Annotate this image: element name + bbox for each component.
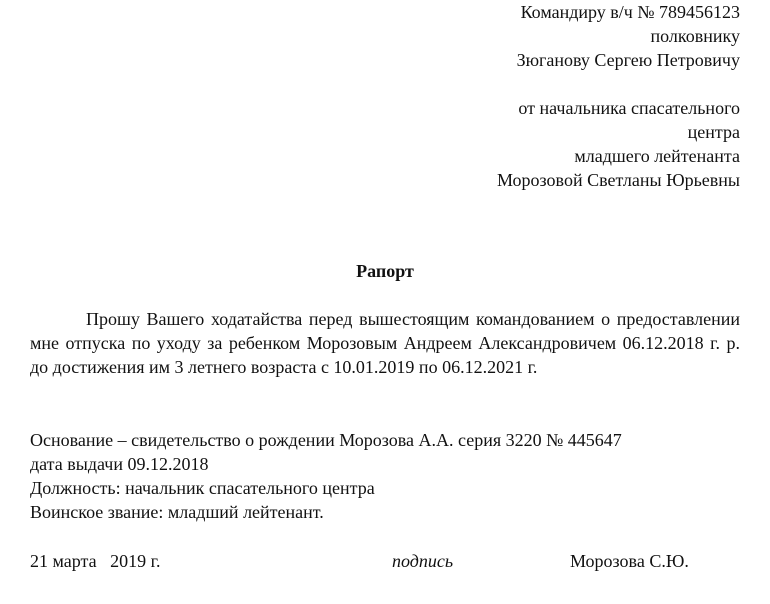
addressee-unit: Командиру в/ч № 789456123 [520,2,740,22]
signature-row [30,549,740,573]
addressee-block [320,0,740,72]
sender-rank: младшего лейтенанта [574,146,740,166]
addressee-name: Зюганову Сергею Петровичу [516,50,740,70]
sender-position: от начальника спасательного [518,98,740,118]
basis-position: Должность: начальник спасательного центра [30,478,375,498]
addressee-rank: полковнику [650,26,740,46]
signature-placeholder: подпись [392,551,454,571]
basis-issue-date: дата выдачи 09.12.2018 [30,454,209,474]
sender-name: Морозовой Светланы Юрьевны [497,170,740,190]
request-paragraph: Прошу Вашего ходатайства перед вышестоящим командованием о предоставлении мне отпуска по уходу за ребенком Морозовым Андреем Александровичем 06.12.2018 г. р. до достижения им 3 летнего возраста с 10.01.2019 по 06.12.2021 г. [30,309,740,377]
basis-certificate: Основание – свидетельство о рождении Морозова А.А. серия 3220 № 445647 [30,430,622,450]
signature-date: 21 марта 2019 г. [30,551,161,571]
document-title: Рапорт [356,261,414,281]
basis-block [30,428,740,524]
signature-name: Морозова С.Ю. [570,551,689,571]
sender-block [320,96,740,192]
sender-position-cont: центра [687,122,740,142]
basis-rank: Воинское звание: младший лейтенант. [30,502,324,522]
